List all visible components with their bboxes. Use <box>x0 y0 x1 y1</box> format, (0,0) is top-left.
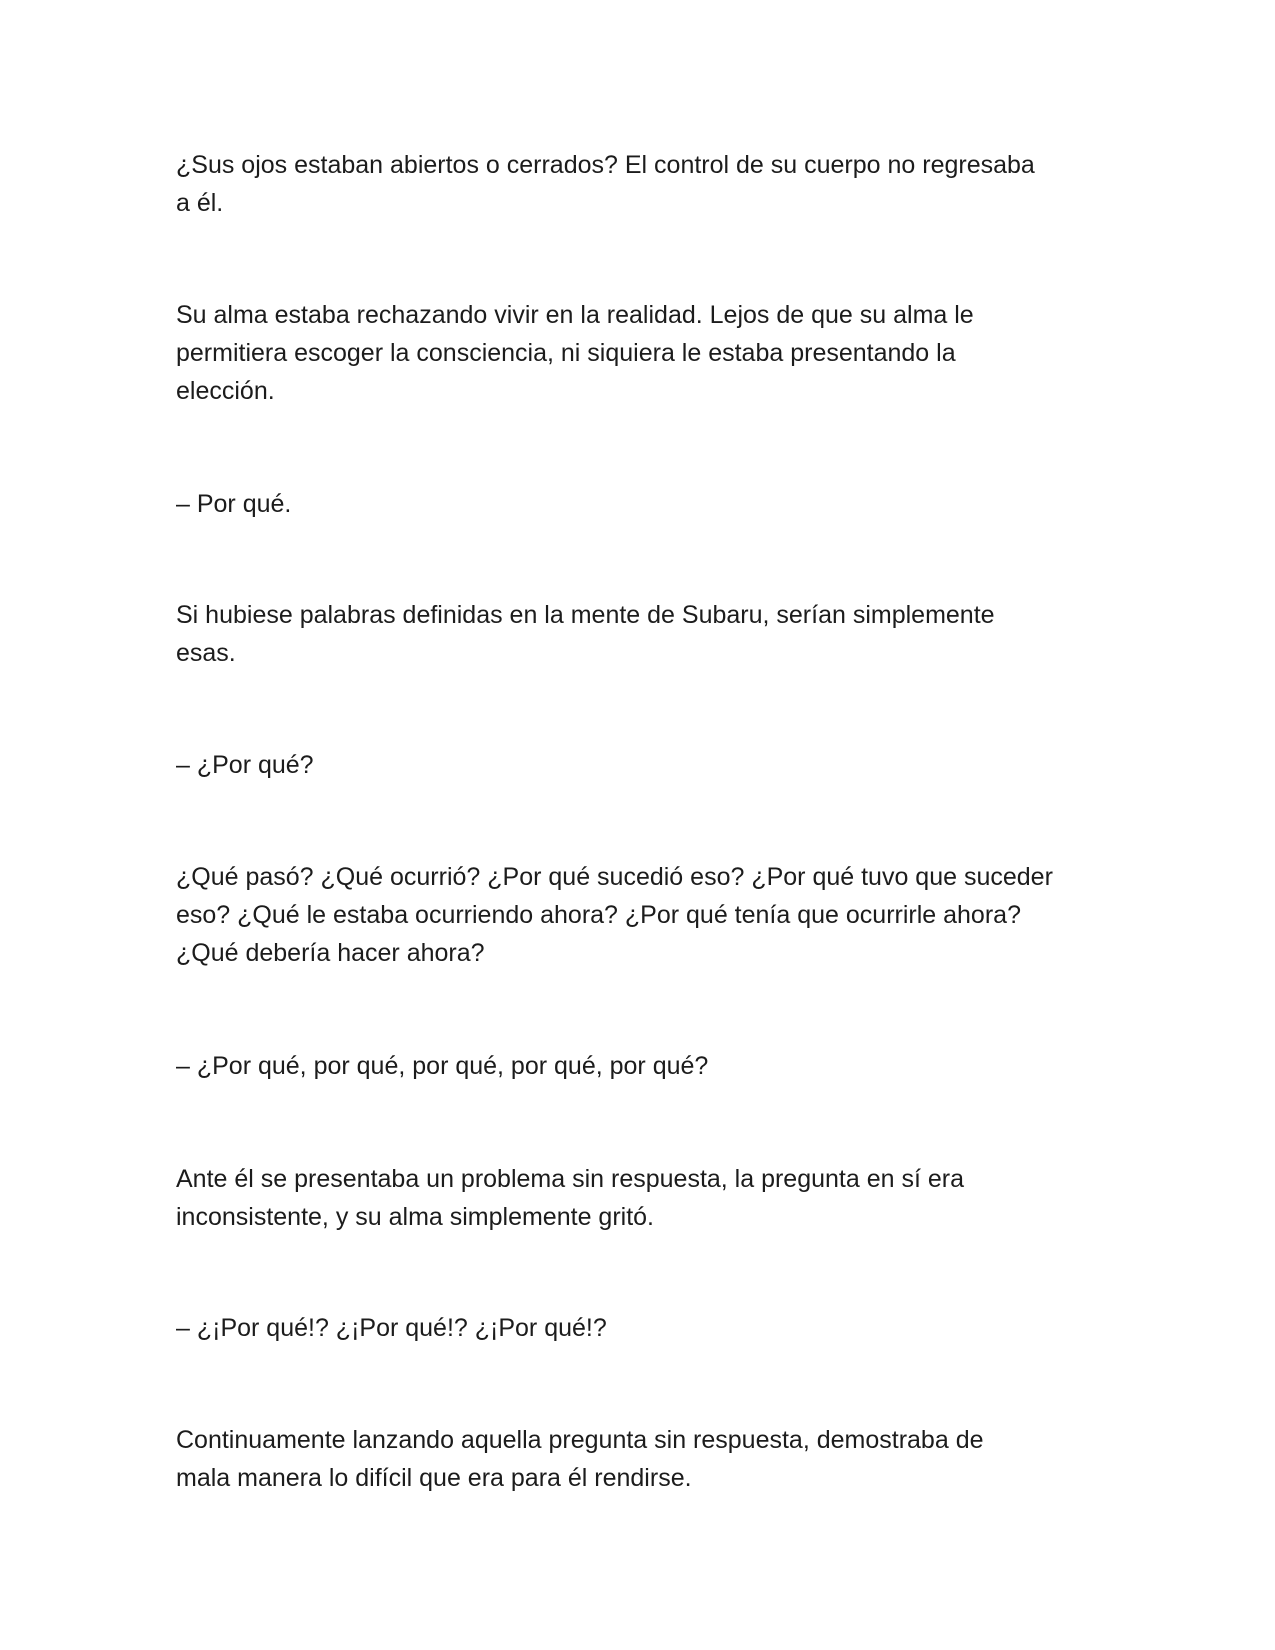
paragraph-10: Continuamente lanzando aquella pregunta sin respuesta, demostraba de mala manera lo difícil que era para él rendirse. <box>176 1426 984 1492</box>
paragraph-1: ¿Sus ojos estaban abiertos o cerrados? El control de su cuerpo no regresaba a él. <box>176 151 1035 217</box>
paragraph-6: ¿Qué pasó? ¿Qué ocurrió? ¿Por qué sucedió eso? ¿Por qué tuvo que suceder eso? ¿Qué le estaba ocurriendo ahora? ¿Por qué tenía que ocurrirle ahora? ¿Qué debería hacer ahora? <box>176 863 1053 967</box>
paragraph-5: – ¿Por qué? <box>176 751 314 779</box>
paragraph-2: Su alma estaba rechazando vivir en la realidad. Lejos de que su alma le permitiera escoger la consciencia, ni siquiera le estaba presentando la elección. <box>176 301 974 405</box>
paragraph-8: Ante él se presentaba un problema sin respuesta, la pregunta en sí era inconsistente, y su alma simplemente gritó. <box>176 1165 965 1231</box>
paragraph-7: – ¿Por qué, por qué, por qué, por qué, por qué? <box>176 1052 709 1080</box>
paragraph-3: – Por qué. <box>176 490 292 518</box>
paragraph-4: Si hubiese palabras definidas en la mente de Subaru, serían simplemente esas. <box>176 601 995 667</box>
paragraph-9: – ¿¡Por qué!? ¿¡Por qué!? ¿¡Por qué!? <box>176 1314 607 1342</box>
